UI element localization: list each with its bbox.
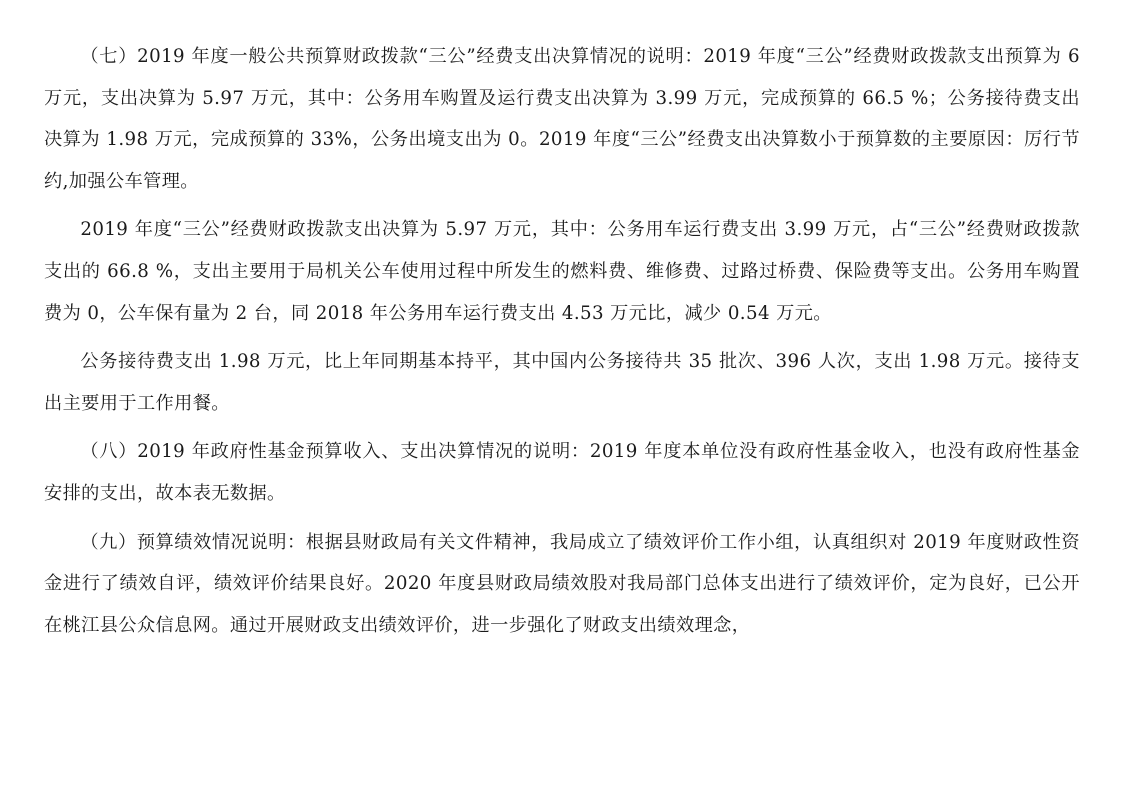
paragraph-vehicle-expenses: 2019 年度“三公”经费财政拨款支出决算为 5.97 万元，其中：公务用车运行费支出 3.99 万元，占“三公”经费财政拨款支出的 66.8 %，支出主要用于局机关公车使用过程中所发生的燃料费、维修费、过路过桥费、保险费等支出。公务用车购置费为 0，公车保有量为 2 台，同 2018 年公务用车运行费支出 4.53 万元比，减少 0.54 万元。 <box>44 219 1080 324</box>
paragraph-performance-evaluation: （九）预算绩效情况说明：根据县财政局有关文件精神，我局成立了绩效评价工作小组，认真组织对 2019 年度财政性资金进行了绩效自评，绩效评价结果良好。2020 年度县财政局绩效股对我局部门总体支出进行了绩效评价，定为良好，已公开在桃江县公众信息网。通过开展财政支出绩效评价，进一步强化了财政支出绩效理念， <box>44 531 1080 636</box>
paragraph-reception-expenses: 公务接待费支出 1.98 万元，比上年同期基本持平，其中国内公务接待共 35 批次、396 人次，支出 1.98 万元。接待支出主要用于工作用餐。 <box>44 351 1080 414</box>
paragraph-government-fund: （八）2019 年政府性基金预算收入、支出决算情况的说明：2019 年度本单位没有政府性基金收入，也没有政府性基金安排的支出，故本表无数据。 <box>44 441 1080 504</box>
paragraph-three-public-expenses-summary: （七）2019 年度一般公共预算财政拨款“三公”经费支出决算情况的说明：2019 年度“三公”经费财政拨款支出预算为 6 万元，支出决算为 5.97 万元，其中：公务用车购置及运行费支出决算为 3.99 万元，完成预算的 66.5 %；公务接待费支出决算为 1.98 万元，完成预算的 33%，公务出境支出为 0。2019 年度“三公”经费支出决算数小于预算数的主要原因：厉行节约,加强公车管理。 <box>44 46 1080 192</box>
document-body <box>44 36 1080 646</box>
